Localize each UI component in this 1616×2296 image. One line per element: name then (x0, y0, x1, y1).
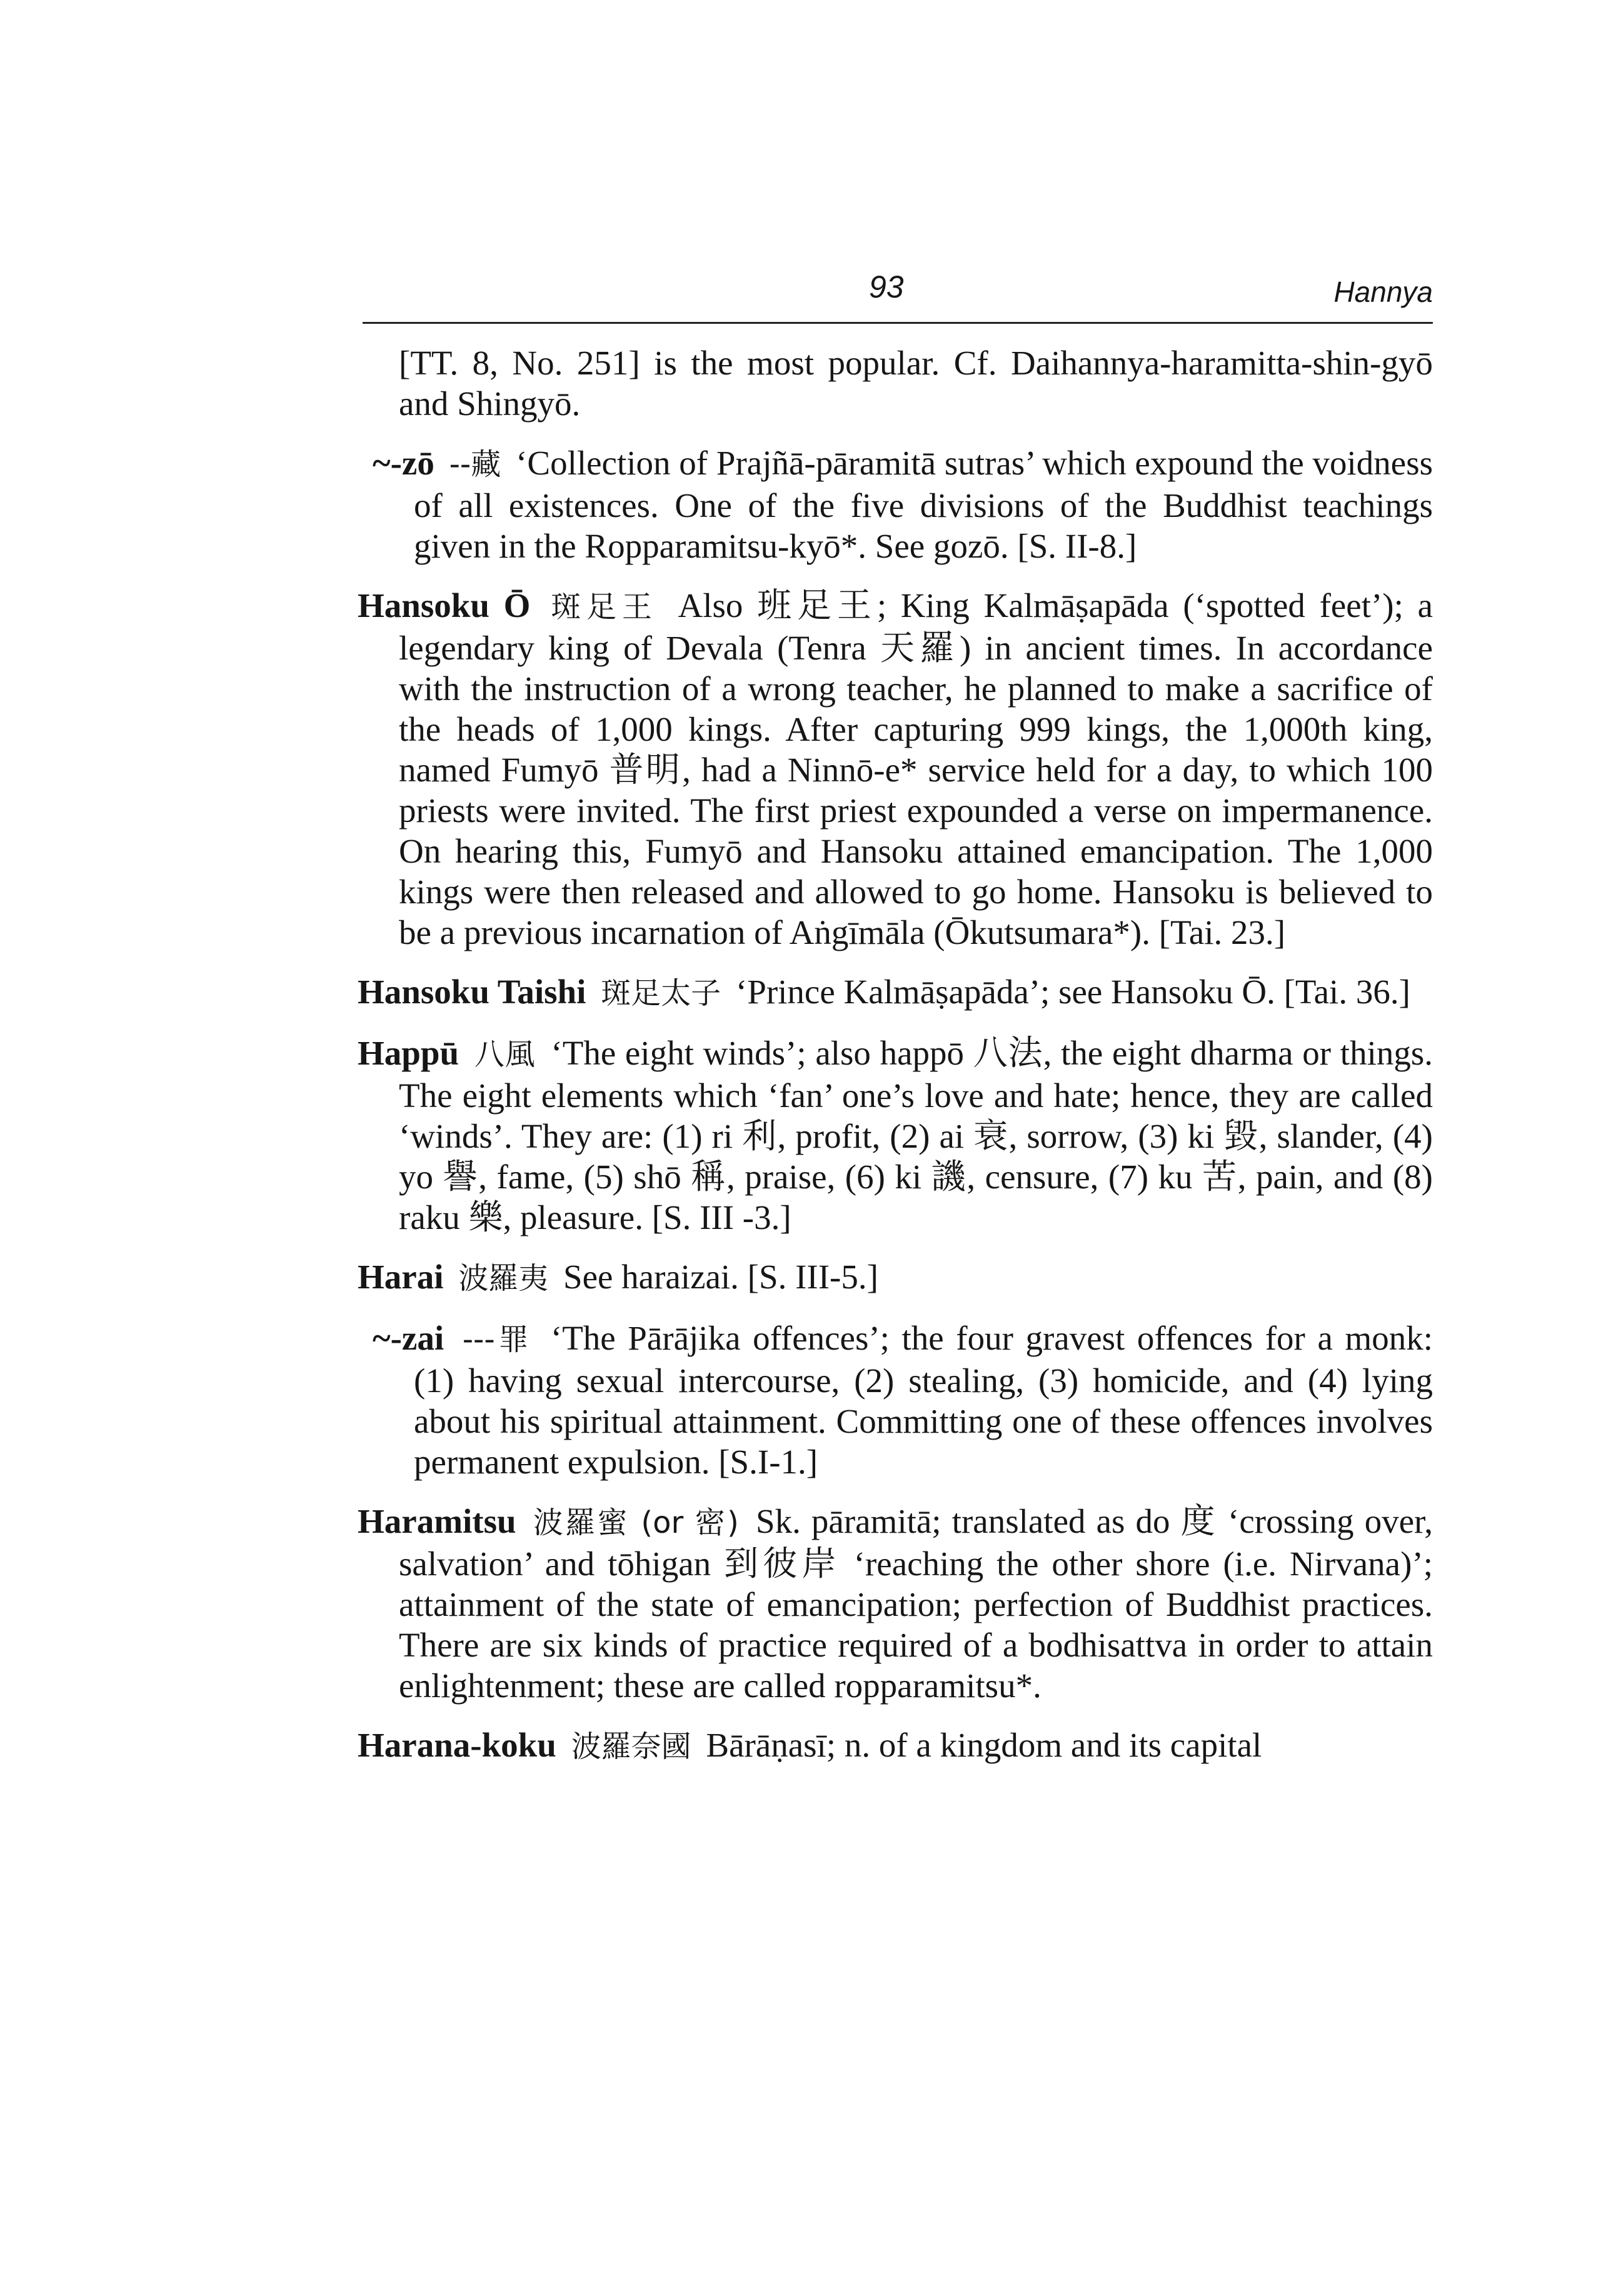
entry-headword: ~-zō (373, 444, 434, 482)
entry-kanji: 波羅夷 (458, 1261, 549, 1296)
entry-text: ‘Collection of Prajñā-pāramitā sutras’ which expound the voidness of all existences. One of the five divisions of the Buddhist teachings given in the Ropparamitsu-kyō*. See gozō. [S. II-8.] (414, 444, 1433, 565)
dictionary-subentry (373, 443, 1433, 566)
entry-text: Sk. pāramitā; translated as do 度 ‘crossing over, salvation’ and tōhigan 到彼岸 ‘reaching the other shore (i.e. Nirvana)’; attainment of the state of emancipation; perfection of Buddhist practices. There are six kinds of practice required of a bodhisattva in order to attain enlightenment; these are called ropparamitsu*. (399, 1502, 1433, 1705)
entry-headword: ~-zai (373, 1319, 444, 1357)
dictionary-entry (358, 1033, 1433, 1238)
entry-text: Bārāṇasī; n. of a kingdom and its capital (706, 1726, 1262, 1764)
entry-text: Also 班足王; King Kalmāṣapāda (‘spotted feet’); a legendary king of Devala (Tenra 天羅) in ancient times. In accordance with the instruction of a wrong teacher, he planned to make a sacrifice of the heads of 1,000 kings. After capturing 999 kings, the 1,000th king, named Fumyō 普明, had a Ninnō-e* service held for a day, to which 100 priests were invited. The first priest expounded a verse on impermanence. On hearing this, Fumyō and Hansoku attained emancipation. The 1,000 kings were then released and allowed to go home. Hansoku is believed to be a previous incarnation of Aṅgīmāla (Ōkutsumara*). [Tai. 23.] (399, 586, 1433, 951)
entry-text: ‘The Pārājika offences’; the four gravest offences for a monk: (1) having sexual intercourse, (2) stealing, (3) homicide, and (4) lying about his spiritual attainment. Committing one of these offences involves permanent expulsion. [S.I-1.] (414, 1319, 1433, 1481)
dictionary-body (358, 343, 1433, 1786)
entry-text: ‘The eight winds’; also happō 八法, the eight dharma or things. The eight elements which ‘fan’ one’s love and hate; hence, they are called ‘winds’. They are: (1) ri 利, profit, (2) ai 衰, sorrow, (3) ki 毀, slander, (4) yo 譽, fame, (5) shō 稱, praise, (6) ki 譏, censure, (7) ku 苦, pain, and (8) raku 樂, pleasure. [S. III -3.] (399, 1034, 1433, 1236)
dictionary-entry (358, 585, 1433, 953)
entry-text: [TT. 8, No. 251] is the most popular. Cf. Daihannya-haramitta-shin-gyō and Shingyō. (399, 344, 1433, 423)
dictionary-entry (358, 1256, 1433, 1299)
entry-text: See haraizai. [S. III-5.] (563, 1258, 878, 1296)
header-rule (363, 322, 1433, 324)
entry-headword: Harana-koku (358, 1726, 556, 1764)
entry-headword: Hansoku Taishi (358, 973, 586, 1011)
entry-headword: Hansoku Ō (358, 586, 531, 624)
page-number: 93 (869, 269, 904, 304)
entry-headword: Harai (358, 1258, 444, 1296)
entry-kanji: 斑足太子 (601, 976, 721, 1011)
running-head: Hannya (1333, 276, 1433, 308)
entry-kanji: ---罪 (462, 1322, 533, 1357)
dictionary-entry (358, 1725, 1433, 1767)
dictionary-entry-continued (358, 343, 1433, 424)
dictionary-entry (358, 971, 1433, 1014)
entry-kanji: 斑足王 (551, 589, 658, 624)
entry-kanji: --藏 (449, 447, 501, 482)
entry-text: ‘Prince Kalmāṣapāda’; see Hansoku Ō. [Tai. 36.] (735, 973, 1410, 1011)
dictionary-subentry (373, 1318, 1433, 1482)
entry-headword: Happū (358, 1034, 459, 1072)
page-header (363, 269, 1433, 325)
entry-kanji: 波羅蜜 (or 密) (533, 1505, 739, 1540)
entry-headword: Haramitsu (358, 1502, 516, 1540)
entry-kanji: 波羅奈國 (571, 1729, 691, 1764)
dictionary-entry (358, 1501, 1433, 1706)
entry-kanji: 八風 (474, 1037, 536, 1072)
